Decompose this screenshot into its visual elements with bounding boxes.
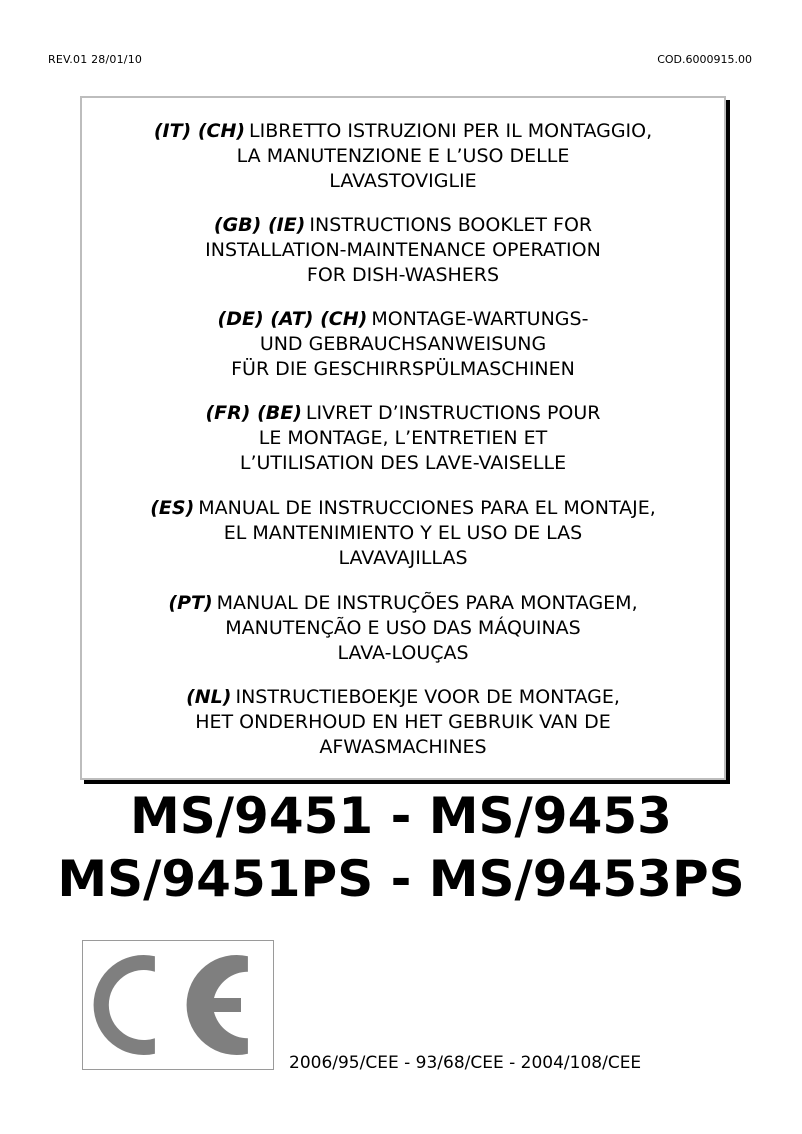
title-line: AFWASMACHINES	[319, 736, 487, 758]
title-line: (FR) (BE) LIVRET D’INSTRUCTIONS POUR	[205, 402, 601, 424]
revision-label: REV.01 28/01/10	[48, 53, 143, 66]
title-line: (PT) MANUAL DE INSTRUÇÕES PARA MONTAGEM,	[168, 592, 638, 614]
model-numbers-line-1: MS/9451 - MS/9453	[130, 787, 672, 845]
ce-mark-icon	[83, 941, 273, 1069]
language-block-es	[82, 496, 724, 571]
title-line: UND GEBRAUCHSANWEISUNG	[259, 333, 547, 355]
country-codes: (GB) (IE)	[213, 214, 306, 236]
country-codes: (PT)	[168, 592, 213, 614]
language-titles-box	[80, 96, 726, 780]
title-line: LAVAVAJILLAS	[338, 547, 468, 569]
title-line: FÜR DIE GESCHIRRSPÜLMASCHINEN	[231, 358, 575, 380]
title-line: (DE) (AT) (CH) MONTAGE-WARTUNGS-	[217, 308, 589, 330]
language-block-de	[82, 307, 724, 382]
title-line: HET ONDERHOUD EN HET GEBRUIK VAN DE	[195, 711, 611, 733]
country-codes: (IT) (CH)	[153, 120, 246, 142]
country-codes: (FR) (BE)	[205, 402, 302, 424]
title-line: LE MONTAGE, L’ENTRETIEN ET	[258, 427, 548, 449]
language-block-pt	[82, 591, 724, 666]
title-line: FOR DISH-WASHERS	[306, 264, 500, 286]
title-line: (GB) (IE) INSTRUCTIONS BOOKLET FOR	[213, 214, 593, 236]
title-line: LAVA-LOUÇAS	[337, 642, 469, 664]
language-block-it	[82, 119, 724, 194]
title-line: INSTALLATION-MAINTENANCE OPERATION	[205, 239, 601, 261]
title-line: LA MANUTENZIONE E L’USO DELLE	[236, 145, 570, 167]
title-line: L’UTILISATION DES LAVE-VAISELLE	[239, 452, 567, 474]
title-line: LAVASTOVIGLIE	[329, 170, 477, 192]
country-codes: (NL)	[186, 686, 232, 708]
country-codes: (ES)	[150, 497, 195, 519]
title-line: (ES) MANUAL DE INSTRUCCIONES PARA EL MONTAJE,	[150, 497, 656, 519]
title-line: EL MANTENIMIENTO Y EL USO DE LAS	[223, 522, 583, 544]
model-numbers-line-2: MS/9451PS - MS/9453PS	[57, 850, 745, 908]
language-block-nl	[82, 685, 724, 760]
language-block-fr	[82, 401, 724, 476]
title-line: MANUTENÇÃO E USO DAS MÁQUINAS	[225, 617, 581, 639]
ce-mark	[82, 940, 274, 1070]
document-code: COD.6000915.00	[657, 53, 752, 66]
directives-text: 2006/95/CEE - 93/68/CEE - 2004/108/CEE	[289, 1053, 642, 1073]
title-line: (IT) (CH) LIBRETTO ISTRUZIONI PER IL MONTAGGIO,	[153, 120, 653, 142]
title-line: (NL) INSTRUCTIEBOEKJE VOOR DE MONTAGE,	[186, 686, 620, 708]
country-codes: (DE) (AT) (CH)	[217, 308, 368, 330]
language-block-gb	[82, 213, 724, 288]
